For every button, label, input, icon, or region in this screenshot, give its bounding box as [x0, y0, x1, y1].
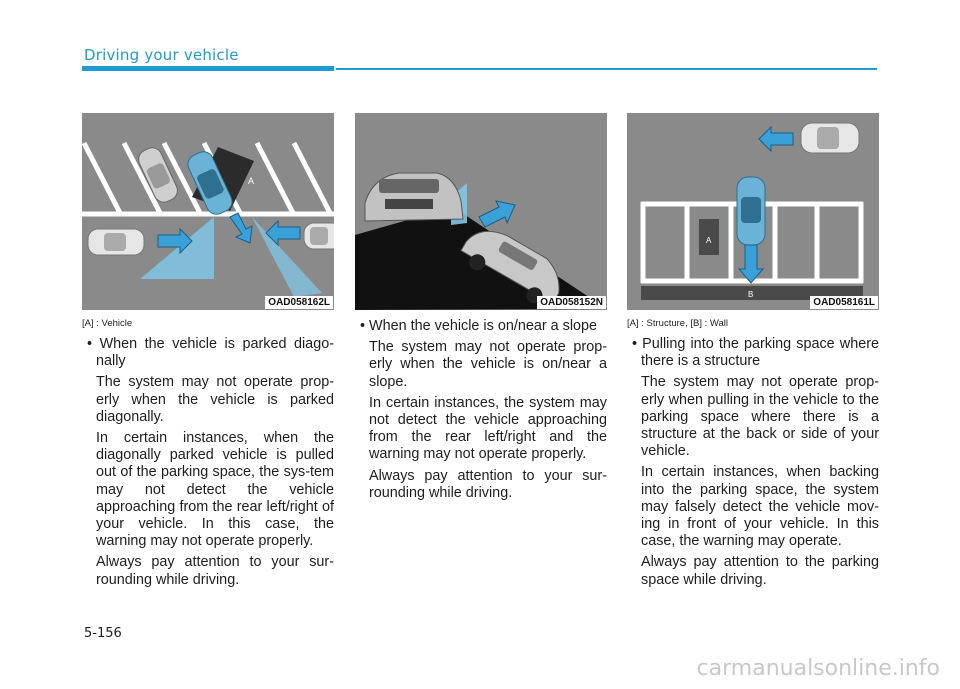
- section-title: Driving your vehicle: [84, 46, 239, 64]
- paragraph: The system may not operate prop-erly when the vehicle is on/near a slope.: [369, 339, 607, 390]
- parked-car-front-view: [365, 173, 463, 221]
- paragraph: Always pay attention to your sur-rounding while driving.: [96, 554, 334, 588]
- figure-code: OAD058152N: [537, 296, 606, 309]
- bullet-heading: • Pulling into the parking space where there is a structure: [632, 336, 879, 370]
- own-car-blue: [737, 177, 765, 245]
- structure-parking-illustration: [627, 113, 879, 310]
- bullet-heading: • When the vehicle is parked diago-nally: [87, 336, 334, 370]
- paragraph: The system may not operate prop-erly when the vehicle is parked diagonally.: [96, 374, 334, 425]
- bullet-heading: • When the vehicle is on/near a slope: [360, 318, 598, 334]
- approaching-car-left: [88, 229, 144, 255]
- paragraph: Always pay attention to the parking space while driving.: [641, 554, 879, 588]
- figure-caption: [A] : Vehicle: [82, 318, 133, 329]
- page-number: 5-156: [84, 626, 122, 641]
- marker-a: A: [706, 236, 712, 245]
- paragraph: The system may not operate prop-erly when pulling in the vehicle to the parking space where there is a structure at the back or side of your vehicle.: [641, 374, 879, 460]
- text-column-2: [355, 318, 607, 506]
- marker-b: B: [748, 290, 754, 299]
- diagonal-parking-illustration: [82, 113, 334, 310]
- watermark: carmanualsonline.info: [696, 656, 940, 681]
- header-rule-thin: [336, 68, 877, 70]
- moving-car-front: [801, 123, 859, 153]
- paragraph: In certain instances, when backing into the parking space, the system may falsely detect the vehicle mov-ing in front of your vehicle. In this case, the warning may operate.: [641, 464, 879, 550]
- figure-code: OAD058162L: [265, 296, 333, 309]
- paragraph: Always pay attention to your sur-rounding while driving.: [369, 467, 607, 501]
- figure-caption: [A] : Structure, [B] : Wall: [627, 318, 729, 329]
- approaching-car-right: [304, 223, 334, 249]
- marker-a: A: [248, 176, 255, 186]
- figure-diagonal-parking: [82, 113, 334, 310]
- paragraph: In certain instances, the system may not detect the vehicle approaching from the rear left/right and the warning may not operate properly.: [369, 394, 607, 463]
- text-column-1: [82, 318, 334, 593]
- figure-structure-parking: [627, 113, 879, 310]
- header-rule-thick: [82, 66, 334, 71]
- slope-illustration: [355, 113, 607, 310]
- paragraph: In certain instances, when the diagonally parked vehicle is pulled out of the parking space, the sys-tem may not detect the vehicle approaching from the rear left/right of your vehicle. In this case, the warning may not operate properly.: [96, 430, 334, 550]
- figure-code: OAD058161L: [810, 296, 878, 309]
- figure-slope: [355, 113, 607, 310]
- text-column-3: [627, 318, 879, 593]
